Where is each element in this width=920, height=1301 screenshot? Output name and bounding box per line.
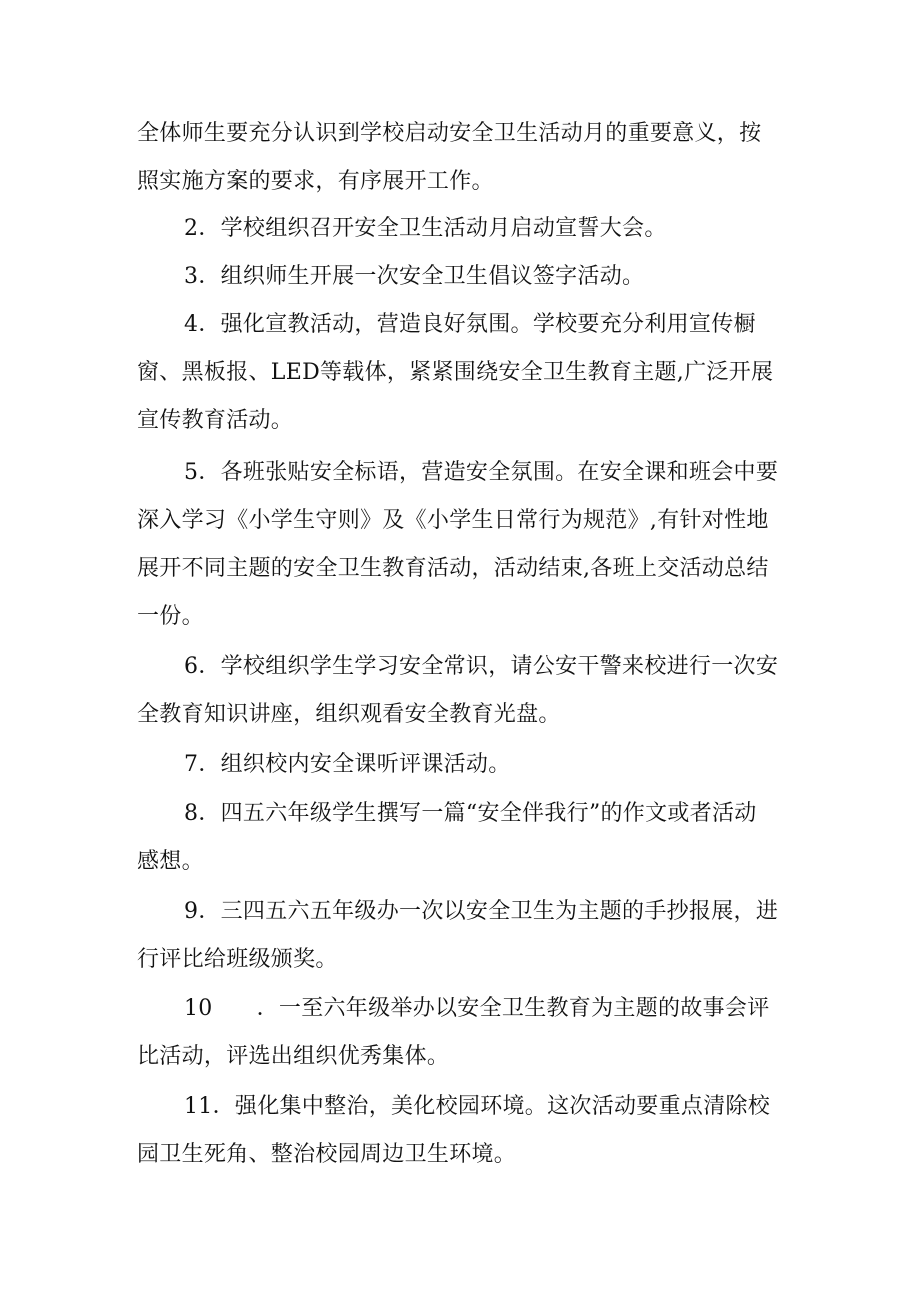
item-number: 3 xyxy=(184,264,199,289)
text-line: ．各班张贴安全标语，营造安全氛围。在安全课和班会中要 xyxy=(198,460,779,485)
text-line: 窗、黑板报、LED等载体，紧紧围绕安全卫生教育主题,广泛开展 xyxy=(137,360,774,385)
text-line: ．强化宣教活动，营造良好氛围。学校要充分利用宣传橱 xyxy=(198,312,756,337)
item-number: 6 xyxy=(184,654,199,679)
text-line: ．一至六年级举办以安全卫生教育为主题的故事会评 xyxy=(256,996,770,1021)
item-number: 2 xyxy=(184,216,199,241)
text-line: 深入学习《小学生守则》及《小学生日常行为规范》,有针对性地 xyxy=(137,508,769,533)
item-number: 7 xyxy=(184,752,199,777)
paragraph-item-10 xyxy=(137,985,797,1081)
text-line: 宣传教育活动。 xyxy=(137,408,294,433)
text-line: 展开不同主题的安全卫生教育活动，活动结束,各班上交活动总结 xyxy=(137,556,769,581)
text-line: 照实施方案的要求，有序展开工作。 xyxy=(137,169,494,194)
item-number: 10 xyxy=(184,996,213,1021)
item-number: 11 xyxy=(184,1094,213,1119)
item-number: 9 xyxy=(184,899,199,924)
paragraph-item-7 xyxy=(137,741,797,789)
item-number: 5 xyxy=(184,460,199,485)
text-line: 感想。 xyxy=(137,849,204,874)
text-line: 比活动，评选出组织优秀集体。 xyxy=(137,1044,450,1069)
text-line: ．强化集中整治，美化校园环境。这次活动要重点清除校 xyxy=(212,1094,771,1119)
paragraph-item-3 xyxy=(137,253,797,301)
paragraph-item-4 xyxy=(137,301,797,445)
text-line: 园卫生死角、整治校园周边卫生环境。 xyxy=(137,1142,517,1167)
text-line: 一份。 xyxy=(137,604,204,629)
paragraph-item-2 xyxy=(137,205,797,253)
paragraph-item-11 xyxy=(137,1083,797,1179)
paragraph-item-5 xyxy=(137,449,797,641)
text-line: 全体师生要充分认识到学校启动安全卫生活动月的重要意义，按 xyxy=(137,121,762,146)
text-line: ．学校组织学生学习安全常识，请公安干警来校进行一次安 xyxy=(198,654,779,679)
paragraph-item-9 xyxy=(137,888,797,984)
paragraph-item-6 xyxy=(137,643,797,739)
text-line: ．组织师生开展一次安全卫生倡议签字活动。 xyxy=(198,264,645,289)
text-line: ．学校组织召开安全卫生活动月启动宣誓大会。 xyxy=(198,216,667,241)
text-line: ．组织校内安全课听评课活动。 xyxy=(198,752,511,777)
item-number: 4 xyxy=(184,312,199,337)
text-line: 行评比给班级颁奖。 xyxy=(137,947,338,972)
item-number: 8 xyxy=(184,801,199,826)
text-line: ．三四五六五年级办一次以安全卫生为主题的手抄报展，进 xyxy=(198,899,779,924)
paragraph-intro xyxy=(137,110,797,206)
text-line: ．四五六年级学生撰写一篇“安全伴我行”的作文或者活动 xyxy=(198,801,757,826)
text-line: 全教育知识讲座，组织观看安全教育光盘。 xyxy=(137,702,561,727)
paragraph-item-8 xyxy=(137,790,797,886)
